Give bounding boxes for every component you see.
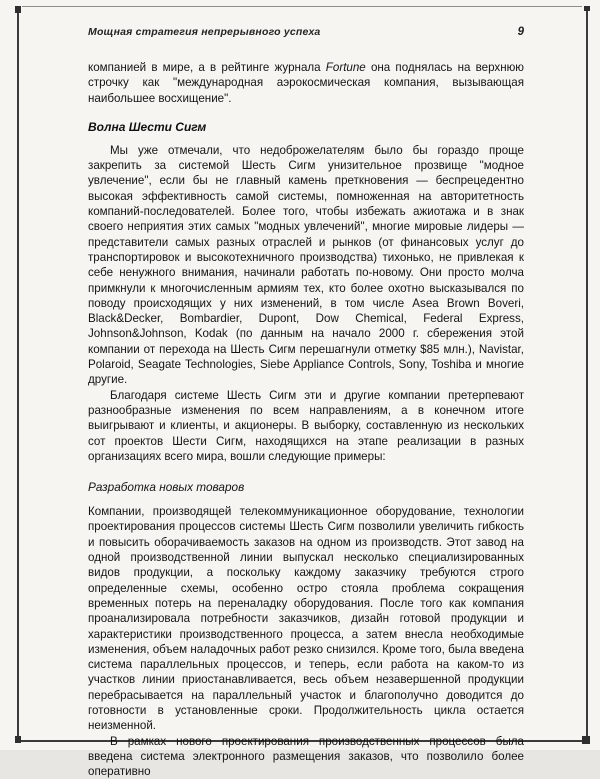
subsection-heading-new-products: Разработка новых товаров [88, 480, 245, 495]
intro-post: она поднялась на верхнюю строчку как "международная аэрокосмическая компания, вызывающая наибольшее восхищение". [88, 61, 524, 105]
page-number: 9 [517, 26, 524, 38]
paragraph-2: Благодаря системе Шесть Сигм эти и другие компании претерпевают разнообразные изменения по всем направлениям, а в конечном итоге выигрывают и клиенты, и акционеры. В выборку, составленную из нескольких сот проектов Шести Сигм, находящихся на этапе реализации в разных организациях всего мира, вошли следующие примеры: [88, 388, 524, 463]
scan-edge-top [22, 6, 582, 7]
paragraph-intro [88, 60, 524, 106]
paragraph-3: Компании, производящей телекоммуникационное оборудование, технологии проектирования процессов системы Шесть Сигм позволили увеличить гибкость и повысить оборачиваемость заказов на одном из производств. Этот завод на одной производственной линии выпускал несколько специализированных видов продукции, а поскольку каждому заказчику требуются строго определенные схемы, особенно остро стояла проблема сокращения временных потерь на переналадку оборудования. После того как компания проанализировала потребности заказчиков, дизайн готовой продукции и характеристики производственного процесса, а затем внесла необходимые изменения, объем наладочных работ резко снизился. Кроме того, была введена система параллельных процессов, и теперь, если работа на каком-то из участков линии приостанавливается, весь объем незавершенной продукции перебрасывается на параллельный участок и благополучно доводится до готовности в установленные сроки. Продолжительность цикла остается неизменной. [88, 505, 524, 733]
body-text [88, 60, 524, 779]
scan-edge-right [586, 9, 588, 740]
scan-edge-left [17, 11, 19, 737]
section-heading-six-sigma-wave: Волна Шести Сигм [88, 119, 207, 134]
paragraph-4: В рамках нового проектирования производственных процессов была введена система электронного размещения заказов, что позволило более оперативно [88, 734, 524, 779]
intro-pre: компанией в мире, а в рейтинге журнала [88, 61, 326, 74]
journal-name-italic: Fortune [325, 61, 366, 74]
page-content [88, 26, 524, 779]
scan-corner-bottom-left [15, 736, 21, 743]
page-header [88, 26, 524, 38]
paragraph-1: Мы уже отмечали, что недоброжелателям было бы гораздо проще закрепить за системой Шесть Сигм унизительное прозвище "модное увлечение", если бы не главный камень преткновения — беспрецедентно высокая эффективность самой системы, помноженная на авторитетность компаний-последователей. Более того, чтобы избежать ажиотажа и в знак своего неприятия этих самых "модных увлечений", многие мировые лидеры — представители самых разных отраслей и рынков (от финансовых услуг до транспортировок и высокотехничного производства) тихонько, не привлекая к себе ненужного внимания, начинали работать по-новому. Они просто молча примкнули к многочисленным армиям тех, кто более охотно высказывался по поводу происходящих у них изменений, в том числе Asea Brown Boveri, Black&Decker, Bombardier, Dupont, Dow Chemical, Federal Express, Johnson&Johnson, Kodak (по данным на начало 2000 г. сбережения этой компании от перехода на Шесть Сигм перешагнули отметку $85 млн.), Navistar, Polaroid, Seagate Technologies, Siebe Appliance Controls, Sony, Toshiba и многие другие. [88, 143, 524, 387]
scan-corner-bottom-right [582, 736, 590, 744]
scan-corner-top-left [15, 6, 21, 13]
running-title: Мощная стратегия непрерывного успеха [88, 26, 321, 38]
scan-corner-top-right [584, 6, 590, 11]
